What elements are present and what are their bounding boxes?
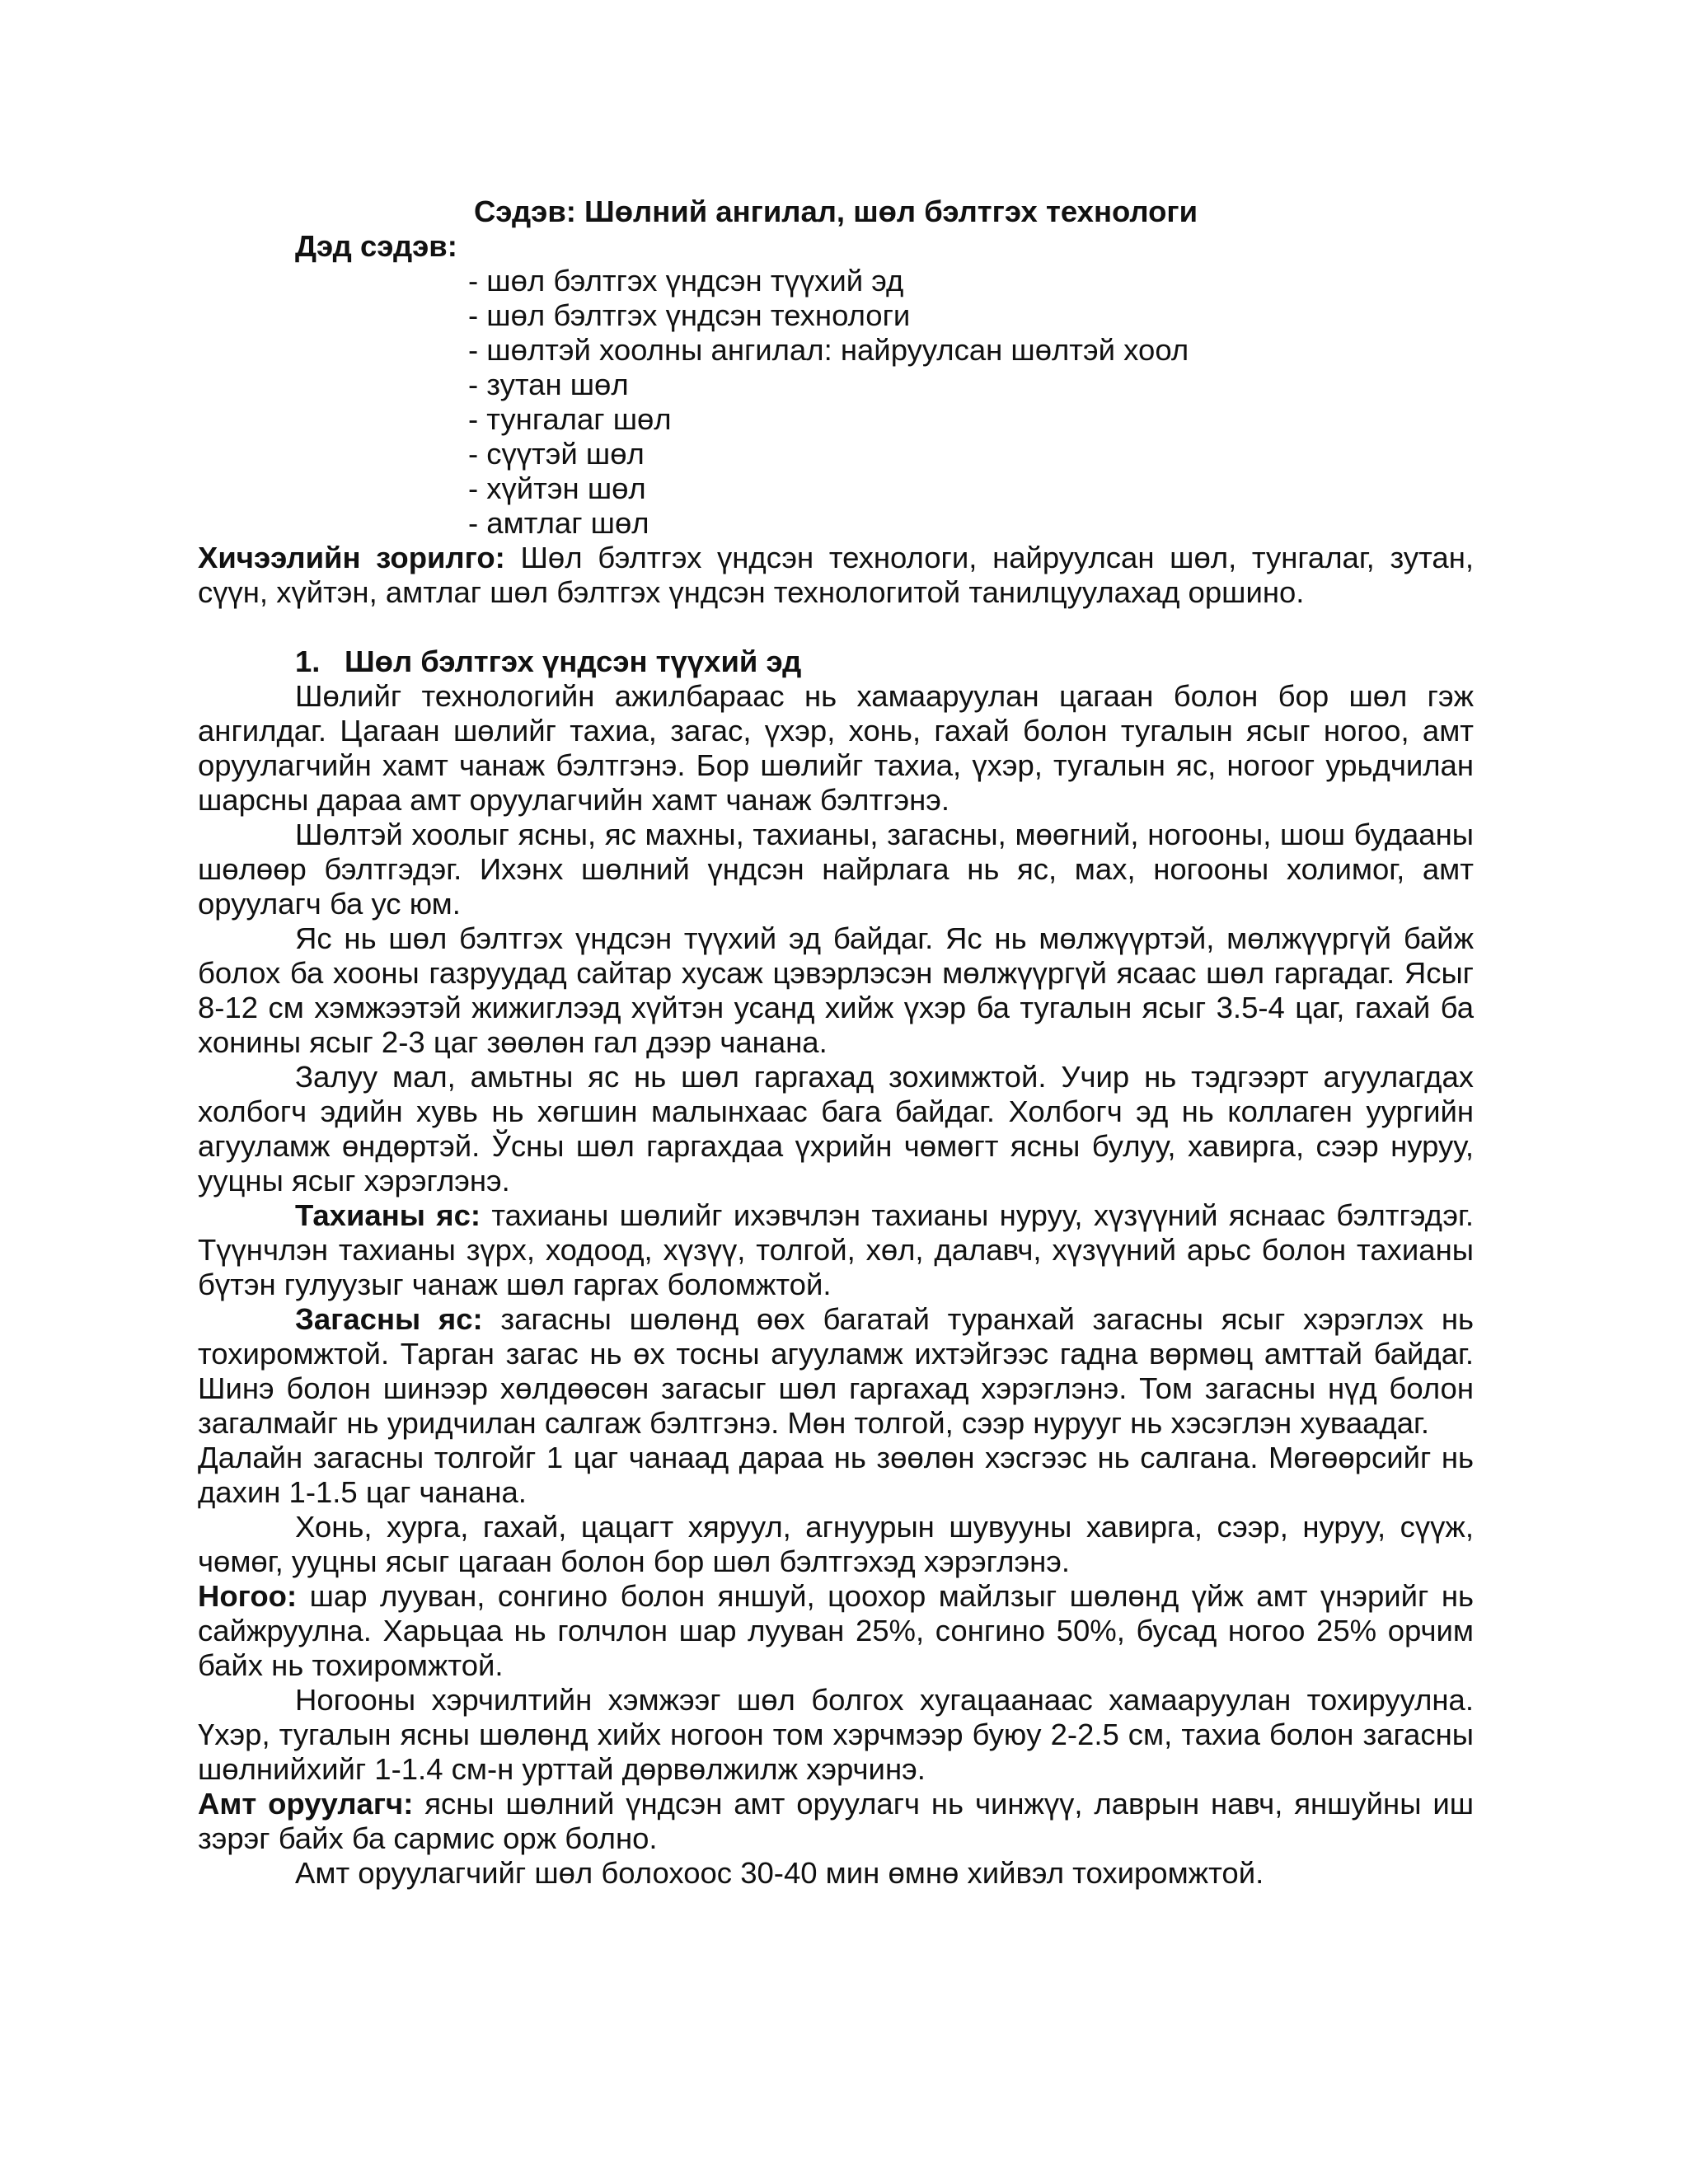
paragraph-chicken-bones [198,1198,1474,1302]
subtopic-item: - шөлтэй хоолны ангилал: найруулсан шөлтэй хоол [468,333,1189,367]
paragraph-seasoning-timing: Амт оруулагчийг шөл болохоос 30-40 мин өмнө хийвэл тохиромжтой. [295,1856,1264,1890]
chicken-bones-text: тахианы шөлийг ихэвчлэн тахианы нуруу, хүзүүний яснаас бэлтгэдэг. Түүнчлэн тахианы зүрх, ходоод, хүзүү, толгой, хөл, далавч, хүзүүний арьс болон тахианы бүтэн гулуузыг чанаж шөл гаргах боломжтой. [198,1198,1474,1301]
subtopic-item: - тунгалаг шөл [468,402,672,436]
subtopic-item: - шөл бэлтгэх үндсэн түүхий эд [468,264,904,298]
paragraph-vegetable-cutting: Ногооны хэрчилтийн хэмжээг шөл болгох хугацаанаас хамааруулан тохируулна. Үхэр, тугалын ясны шөлөнд хийх ногоон том хэрчмээр буюу 2-2.5 см, тахиа болон загасны шөлнийхийг 1-1.4 см-н урттай дөрвөлжилж хэрчинэ. [198,1683,1474,1786]
objective-paragraph [198,541,1474,610]
spacer [198,610,1474,644]
paragraph-soup-types: Шөлтэй хоолыг ясны, яс махны, тахианы, загасны, мөөгний, ногооны, шош будааны шөлөөр бэлтгэдэг. Ихэнх шөлний үндсэн найрлага нь яс, мах, ногооны холимог, амт оруулагч ба ус юм. [198,818,1474,921]
paragraph-seasoning [198,1787,1474,1856]
subtopic-item: - шөл бэлтгэх үндсэн технологи [468,298,911,332]
seasoning-label: Амт оруулагч: [198,1787,414,1821]
fish-bones-text: загасны шөлөнд өөх багатай туранхай загасны ясыг хэрэглэх нь тохиромжтой. Тарган загас нь өх тосны агууламж ихтэйгээс гадна вөрмөц амттай байдаг. Шинэ болон шинээр хөлдөөсөн загасыг шөл гаргахад хэрэглэнэ. Том загасны нүд болон загалмайг нь уридчилан салгаж бэлтгэнэ. Мөн толгой, сээр нурууг нь хэсэглэн хуваадаг. [198,1302,1474,1440]
subtopics-list [468,264,1474,541]
paragraph-white-brown-stock: Шөлийг технологийн ажилбараас нь хамааруулан цагаан болон бор шөл гэж ангилдаг. Цагаан шөлийг тахиа, загас, үхэр, хонь, гахай болон тугалын ясыг ногоо, амт оруулагчийн хамт чанаж бэлтгэнэ. Бор шөлийг тахиа, үхэр, тугалын яс, ногоог урьдчилан шарсны дараа амт оруулагчийн хамт чанаж бэлтгэнэ. [198,679,1474,817]
document-title: Сэдэв: Шөлний ангилал, шөл бэлтгэх технологи [473,194,1198,228]
objective-text: Шөл бэлтгэх үндсэн технологи, найруулсан шөл, тунгалаг, зутан, сүүн, хүйтэн, амтлаг шөл бэлтгэх үндсэн технологитой танилцуулахад оршино. [198,541,1474,609]
section-title: Шөл бэлтгэх үндсэн түүхий эд [345,644,802,678]
paragraph-bones: Яс нь шөл бэлтгэх үндсэн түүхий эд байдаг. Яс нь мөлжүүртэй, мөлжүүргүй байж болох ба хооны газруудад сайтар хусаж цэвэрлэсэн мөлжүүргүй ясаас шөл гаргадаг. Ясыг 8-12 см хэмжээтэй жижиглээд хүйтэн усанд хийж үхэр ба тугалын ясыг 3.5-4 цаг, гахай ба хонины ясыг 2-3 цаг зөөлөн гал дээр чанана. [198,921,1474,1059]
subtopics-label: Дэд сэдэв: [295,229,457,263]
section-heading [295,644,1474,679]
seasoning-text: ясны шөлний үндсэн амт оруулагч нь чинжүү, лаврын навч, яншуйны иш зэрэг байх ба сармис орж болно. [198,1787,1474,1855]
vegetables-label: Ногоо: [198,1579,298,1613]
subtopic-item: - хүйтэн шөл [468,471,646,505]
paragraph-other-bones: Хонь, хурга, гахай, цацагт хяруул, агнуурын шувууны хавирга, сээр, нуруу, сүүж, чөмөг, ууцны ясыг цагаан болон бор шөл бэлтгэхэд хэрэглэнэ. [198,1510,1474,1578]
paragraph-sea-fish: Далайн загасны толгойг 1 цаг чанаад дараа нь зөөлөн хэсгээс нь салгана. Мөгөөрсийг нь дахин 1-1.5 цаг чанана. [198,1441,1474,1509]
section-number: 1. [295,644,321,678]
paragraph-young-animal-bones: Залуу мал, амьтны яс нь шөл гаргахад зохимжтой. Учир нь тэдгээрт агуулагдах холбогч эдийн хувь нь хөгшин малынхаас бага байдаг. Холбогч эд нь коллаген уургийн агууламж өндөртэй. Ўсны шөл гаргахдаа үхрийн чөмөгт ясны булуу, хавирга, сээр нуруу, ууцны ясыг хэрэглэнэ. [198,1060,1474,1197]
subtopic-item: - амтлаг шөл [468,506,649,540]
paragraph-fish-bones [198,1302,1474,1441]
chicken-bones-label: Тахианы яс: [295,1198,481,1232]
objective-label: Хичээлийн зорилго: [198,541,505,574]
fish-bones-label: Загасны яс: [295,1302,483,1336]
vegetables-text: шар лууван, сонгино болон яншуй, цоохор майлзыг шөлөнд үйж амт үнэрийг нь сайжруулна. Харьцаа нь голчлон шар лууван 25%, сонгино 50%, бусад ногоо 25% орчим байх нь тохиромжтой. [198,1579,1474,1682]
subtopic-item: - зутан шөл [468,368,629,401]
document-page [198,194,1474,1891]
subtopic-item: - сүүтэй шөл [468,437,645,471]
paragraph-vegetables [198,1579,1474,1683]
